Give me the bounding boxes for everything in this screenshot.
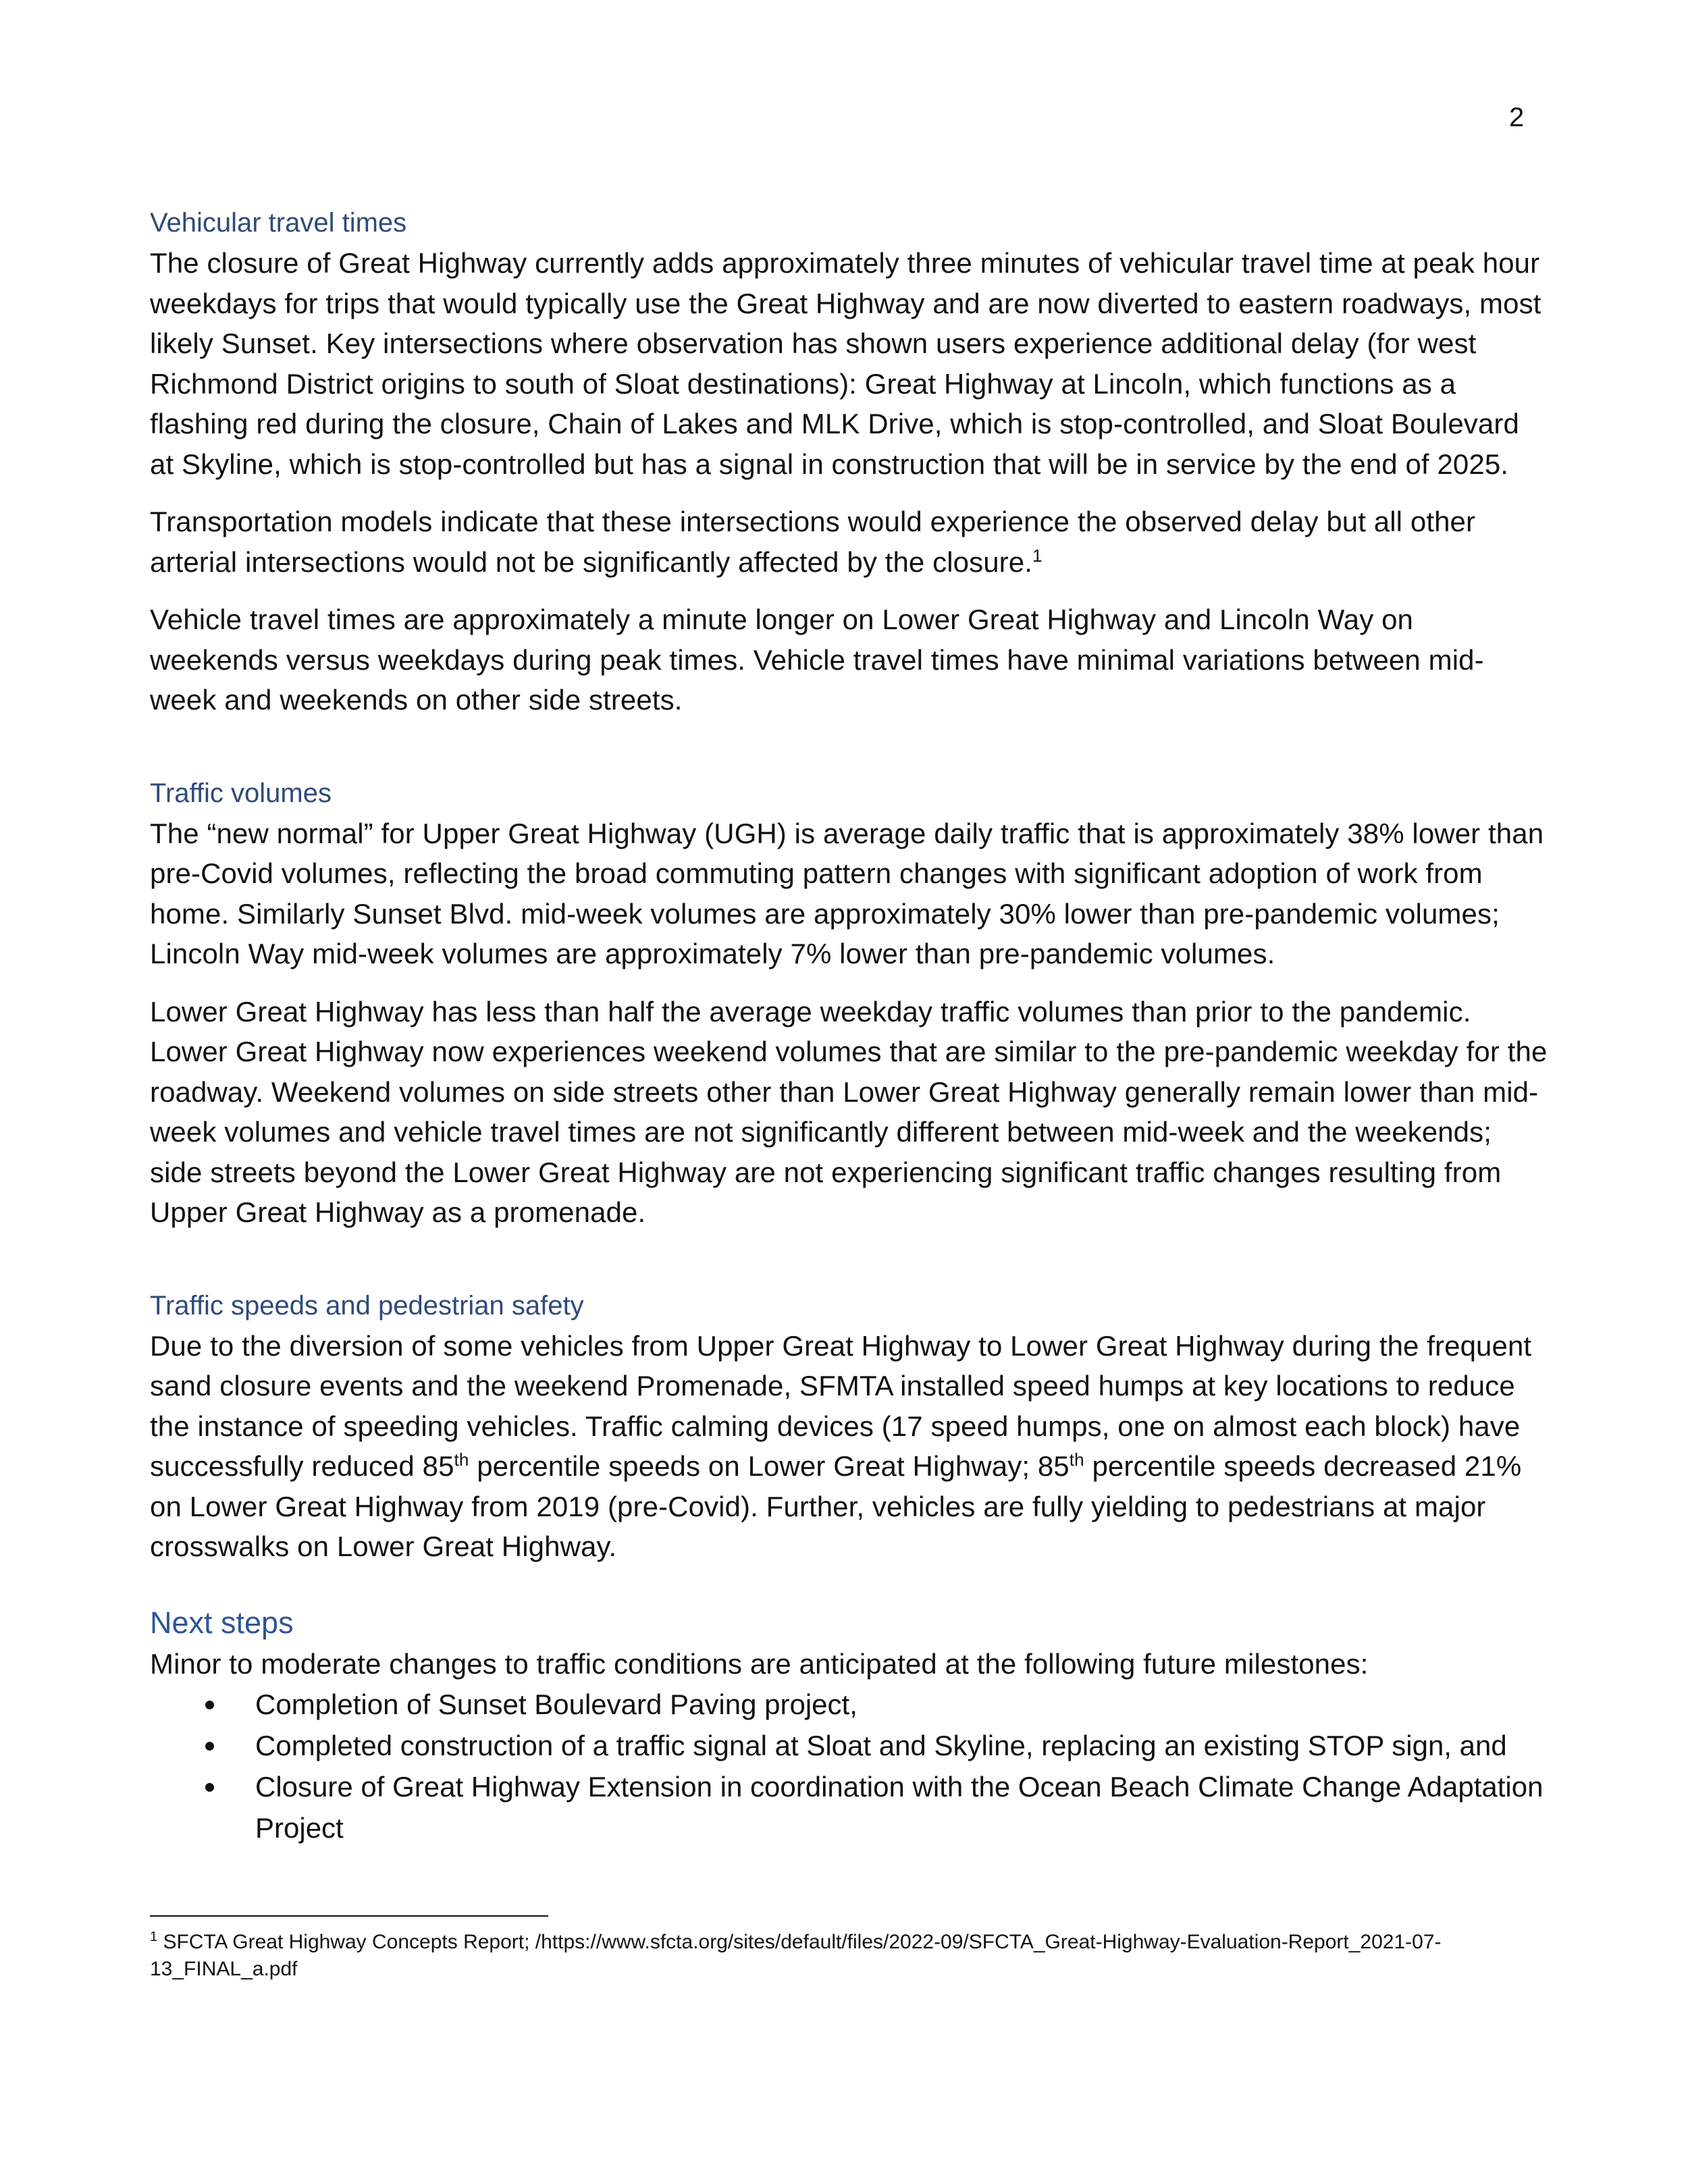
volumes-paragraph-1: The “new normal” for Upper Great Highway (UGH) is average daily traffic that is approximately 38% lower than pre-Covid volumes, reflecting the broad commuting pattern changes with significant adoption of work from home. Similarly Sunset Blvd. mid-week volumes are approximately 30% lower than pre-pandemic volumes; Lincoln Way mid-week volumes are approximately 7% lower than pre-pandemic volumes. [150,817,1544,969]
footnote-number: 1 [150,1929,158,1944]
list-item-text: Closure of Great Highway Extension in coordination with the Ocean Beach Climate Change Adaptation Project [255,1771,1544,1844]
superscript-th-1: th [454,1449,469,1470]
speeds-text-b: percentile speeds on Lower Great Highway; 85 [469,1450,1070,1482]
travel-times-paragraph-2-text: Transportation models indicate that these intersections would experience the observed delay but all other arterial intersections would not be significantly affected by the closure. [150,506,1476,578]
list-item [150,1725,1548,1766]
travel-times-paragraph-3: Vehicle travel times are approximately a minute longer on Lower Great Highway and Lincoln Way on weekends versus weekdays during peak times. Vehicle travel times have minimal variations between mid-week and weekends on other side streets. [150,604,1484,716]
speeds-text-a: Due to the diversion of some vehicles from Upper Great Highway to Lower Great Highway during the frequent sand closure events and the weekend Promenade, SFMTA installed speed humps at key locations to reduce the instance of speeding vehicles. Traffic calming devices (17 speed humps, one on almost each block) have successfully reduced 85 [150,1329,1532,1482]
superscript-th-2: th [1069,1449,1084,1470]
bullet-icon [205,1742,214,1751]
heading-traffic-volumes: Traffic volumes [150,778,332,808]
list-item [150,1766,1548,1848]
page-number: 2 [1509,103,1525,132]
list-item-text: Completed construction of a traffic signal at Sloat and Skyline, replacing an existing STOP sign, and [255,1730,1507,1761]
volumes-paragraph-2: Lower Great Highway has less than half the average weekday traffic volumes than prior to the pandemic. Lower Great Highway now experiences weekend volumes that are similar to the pre-pandemic weekday for the roadway. Weekend volumes on side streets other than Lower Great Highway generally remain lower than mid-week volumes and vehicle travel times are not significantly different between mid-week and the weekends; side streets beyond the Lower Great Highway are not experiencing significant traffic changes resulting from Upper Great Highway as a promenade. [150,995,1548,1228]
document-body [150,203,1548,1848]
travel-times-paragraph-1: The closure of Great Highway currently adds approximately three minutes of vehicular travel time at peak hour weekdays for trips that would typically use the Great Highway and are now diverted to eastern roadways, most likely Sunset. Key intersections where observation has shown users experience additional delay (for west Richmond District origins to south of Sloat destinations): Great Highway at Lincoln, which functions as a flashing red during the closure, Chain of Lakes and MLK Drive, which is stop-controlled, and Sloat Boulevard at Skyline, which is stop-controlled but has a signal in construction that will be in service by the end of 2025. [150,247,1541,480]
speeds-paragraph [150,1326,1548,1567]
next-steps-intro: Minor to moderate changes to traffic conditions are anticipated at the following future milestones: [150,1647,1369,1680]
bullet-icon [205,1783,214,1792]
travel-times-paragraph-2 [150,502,1548,582]
footnote-reference-1[interactable]: 1 [1032,545,1043,566]
footnote [150,1929,1541,1983]
next-steps-list [150,1684,1548,1848]
list-item-text: Completion of Sunset Boulevard Paving project, [255,1688,858,1720]
bullet-icon [205,1701,214,1709]
heading-traffic-speeds: Traffic speeds and pedestrian safety [150,1290,584,1321]
footnote-text[interactable]: SFCTA Great Highway Concepts Report; /https://www.sfcta.org/sites/default/files/2022-09/SFCTA_Great-Highway-Evaluation-Report_2021-07-13_FINAL_a.pdf [150,1931,1442,1980]
footnote-separator [150,1915,548,1917]
speeds-text-c: percentile speeds decreased 21% on Lower Great Highway from 2019 (pre-Covid). Further, vehicles are fully yielding to pedestrians at major crosswalks on Lower Great Highway. [150,1450,1522,1562]
heading-next-steps: Next steps [150,1605,294,1640]
heading-vehicular-travel-times: Vehicular travel times [150,208,407,238]
list-item [150,1684,1548,1725]
